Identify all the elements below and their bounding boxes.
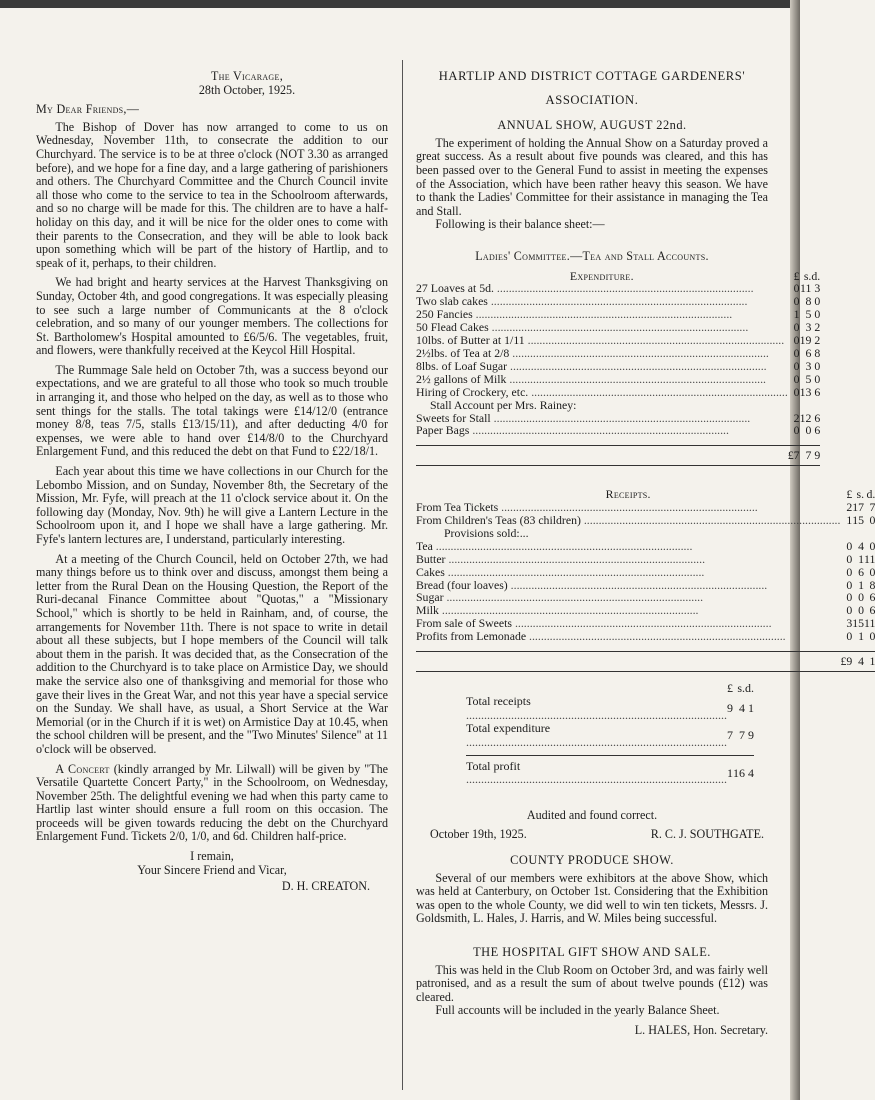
hospital-paragraph: This was held in the Club Room on October 3rd, and was fairly well patronised, and as a result the sum of about twelve pounds (£12) was cleared. (416, 962, 768, 1004)
stall-account-label: Stall Account per Mrs. Rainey: (430, 397, 577, 412)
row-shillings: 1 (858, 577, 865, 592)
row-label: Profits from Lemonade ..... (416, 629, 786, 643)
row-label: Cakes ..... (416, 565, 704, 579)
gardeners-association-column (416, 69, 875, 1038)
column-divider (402, 60, 403, 1090)
row-label: 10lbs. of Butter at 1/11 ..... (416, 333, 784, 347)
row-pounds: 0 (793, 294, 800, 309)
secretary-signature: L. HALES, Hon. Secretary. (634, 1022, 768, 1037)
table-row (416, 630, 875, 643)
summary-shillings: 4 (739, 701, 745, 716)
row-pounds: 3 (846, 616, 853, 631)
scan-top-edge (0, 0, 800, 8)
row-label: From Children's Teas (83 children) ..... (416, 513, 840, 527)
row-shillings: 3 (805, 320, 812, 335)
hospital-show-heading: THE HOSPITAL GIFT SHOW AND SALE. (473, 945, 711, 959)
row-shillings: 0 (858, 603, 865, 618)
row-pence: 0 (814, 371, 821, 386)
col-shillings: s. (737, 681, 745, 695)
row-label: 27 Loaves at 5d. ..... (416, 281, 754, 295)
accounts-title: Ladies' Committee.—Tea and Stall Accounts. (475, 248, 709, 263)
row-label: 2½lbs. of Tea at 2/8 ..... (416, 346, 769, 360)
profit-shillings: 16 (733, 756, 745, 787)
summary-pounds: 9 (727, 701, 733, 716)
row-label: Two slab cakes ..... (416, 294, 747, 308)
row-label: From sale of Sweets ..... (416, 616, 772, 630)
col-pence: d. (811, 268, 821, 283)
summary-pence: 9 (748, 727, 754, 742)
row-pounds: 1 (846, 513, 853, 528)
row-label: From Tea Tickets ..... (416, 500, 758, 514)
audited-note: Audited and found correct. (526, 807, 658, 822)
col-shillings: s. (803, 268, 812, 283)
row-pence: 11 (864, 551, 875, 566)
profit-pounds: 1 (727, 756, 733, 787)
row-shillings: 19 (799, 333, 812, 348)
row-pounds: 0 (793, 333, 800, 348)
row-pence: 0 (814, 307, 821, 322)
summary-pounds: 7 (727, 727, 733, 742)
row-pence: 0 (869, 513, 875, 528)
letter-paragraph: The Rummage Sale held on October 7th, was a success beyond our expectations, and we are grateful to all those who took so much trouble in arranging it, and those who helped on the day, as well as to those who sent things for the stalls. The total takings were £14/12/0 (entrance money 8/8, teas 7/5, stalls £13/15/11), and after deducting 4/0 for expenses, we were able to hand over £14/8/0 to the Churchyard Enlargement Fund, and this reduced the debt on that Fund to £22/18/1. (36, 362, 388, 459)
row-pence: 8 (869, 577, 875, 592)
summary-shillings: 7 (739, 727, 745, 742)
summary-row (466, 722, 754, 749)
profit-pence: 4 (745, 756, 754, 787)
row-pounds: 0 (846, 551, 853, 566)
letter-date: 28th October, 1925. (198, 82, 296, 97)
summary-pence: 1 (748, 701, 754, 716)
letter-paragraph: At a meeting of the Church Council, held on October 27th, we had many things before us to think over and discuss, amongst them being a letter from the Rural Dean on the Housing Question, the Report of the Ruri-decanal Finance Committee about "Quotas," a "Missionary School," which is shortly to be held in Rainham, and, of course, the arrangements for November 11th. There is not space to write in detail about all these subjects, but I hope members of the Council will talk about them in the parish. It was decided that, as the Consecration of the addition to the Churchyard is to take place on Armistice Day, we should make the service also one of thanksgiving and memorial for those who gave their lives in the Great War, and not this year have a special service on the Sunday. We shall have, as usual, a Short Service at the War Memorial (or in the Church if it is wet) on Armistice Day at 10.45, when the school children will be present, and the "Two Minutes' Silence" at 11 o'clock will be observed. (36, 551, 388, 756)
row-shillings: 1 (858, 629, 865, 644)
association-title-2: ASSOCIATION. (545, 92, 639, 107)
row-pence: 0 (814, 294, 821, 309)
audit-date: October 19th, 1925. (430, 827, 527, 842)
row-shillings: 4 (858, 538, 865, 553)
row-pounds: 0 (793, 345, 800, 360)
row-pounds: 0 (793, 281, 800, 296)
show-paragraph: The experiment of holding the Annual Show on a Saturday proved a great success. As a result about five pounds was cleared, and this has been passed over to the General Fund to assist in meeting the expenses of the Association, which have been rather heavy this season. We have to thank the Ladies' Committee for their assistance in managing the Tea and Stall. (416, 135, 768, 218)
row-shillings: 6 (858, 564, 865, 579)
row-label: Paper Bags ..... (416, 423, 729, 437)
row-shillings: 12 (799, 410, 812, 425)
concert-lead: A Concert (55, 761, 110, 776)
row-pence: 2 (814, 333, 821, 348)
row-pence: 11 (864, 616, 875, 631)
row-pence: 2 (814, 320, 821, 335)
summary-row (466, 695, 754, 722)
row-shillings: 8 (805, 294, 812, 309)
row-pounds: 0 (793, 371, 800, 386)
row-pence: 6 (869, 603, 875, 618)
row-pounds: 2 (793, 410, 800, 425)
row-shillings: 3 (805, 358, 812, 373)
concert-text: (kindly arranged by Mr. Lilwall) will be given by "The Versatile Quartette Concert Party," in the Schoolroom, on Wednesday, November 25th. The delightful evening we had when this party came to Hartlip last winter should ensure a full room on this occasion. The proceeds will be given towards reducing the debt on the Churchyard Enlargement Fund. Tickets 2/0, 1/0, and 6d. Children half-price. (36, 761, 388, 844)
row-pounds: 1 (793, 307, 800, 322)
row-shillings: 15 (852, 616, 865, 631)
row-pence: 8 (814, 345, 821, 360)
letter-paragraph: We had bright and hearty services at the Harvest Thanksgiving on Sunday, October 4th, and good congregations. It was especially pleasing to see such a large number of Communicants at the 8 o'clock celebration, and so many of our younger members. The collections for St. Bartholomew's Hospital amounted to £6/5/6. The vegetables, fruit, and flowers, were thankfully received at the Keycol Hill Hospital. (36, 275, 388, 358)
total-pence: 9 (811, 446, 820, 466)
profit-summary (466, 682, 754, 787)
row-pence: 0 (869, 538, 875, 553)
summary-label: Total receipts ..... (466, 694, 727, 721)
col-pounds: £ (793, 268, 800, 283)
row-label: Milk ..... (416, 603, 698, 617)
row-pence: 6 (869, 590, 875, 605)
auditor-name: R. C. J. SOUTHGATE. (650, 827, 764, 842)
receipts-heading: Receipts. (605, 487, 651, 502)
table-row (416, 386, 820, 399)
expenditure-total-row (416, 446, 820, 466)
table-row (416, 514, 875, 527)
hospital-paragraph: Full accounts will be included in the yearly Balance Sheet. (435, 1003, 720, 1018)
row-shillings: 6 (805, 345, 812, 360)
row-shillings: 17 (852, 500, 865, 515)
row-label: Sugar ..... (416, 590, 703, 604)
show-paragraph: Following is their balance sheet:— (435, 217, 605, 232)
closing-line: I remain, (190, 849, 234, 864)
letter-greeting: My Dear Friends,— (36, 102, 140, 117)
row-pounds: 0 (793, 358, 800, 373)
row-label: 50 Flead Cakes ..... (416, 320, 748, 334)
row-pounds: 0 (846, 577, 853, 592)
receipts-total-row (416, 652, 875, 672)
row-label: Sweets for Stall ..... (416, 411, 750, 425)
row-pounds: 0 (846, 629, 853, 644)
profit-label: Total profit ..... (466, 759, 727, 786)
row-pence: 0 (869, 564, 875, 579)
expenditure-table (416, 270, 820, 467)
row-pounds: 0 (793, 384, 800, 399)
row-label: Butter ..... (416, 552, 705, 566)
row-pounds: 2 (846, 500, 853, 515)
row-label: Hiring of Crockery, etc. ..... (416, 385, 788, 399)
letter-paragraph: The Bishop of Dover has now arranged to come to us on Wednesday, November 11th, to consecrate the addition to our Churchyard. The service is to be at three o'clock (NOT 3.30 as arranged before), and we hope for a fine day, and a large gathering of parishioners and others. The Churchyard Committee and the Church Council invite all those who come to the service to tea in the Schoolroom afterwards, and so no charge will be made for this. The children are to have a half-holiday on this day, and it will be nice for the older ones to come with their parents to the Consecration, and they will be able to look back upon something which will be part of the history of Hartlip, and to speak of it, perhaps, to their children. (36, 119, 388, 270)
vicar-letter-column (36, 70, 388, 894)
provisions-sold-label: Provisions sold:... (444, 525, 529, 540)
profit-row (466, 756, 754, 787)
col-pence: d. (866, 487, 875, 502)
row-pence: 0 (869, 629, 875, 644)
expenditure-heading: Expenditure. (569, 268, 634, 283)
produce-show-heading: COUNTY PRODUCE SHOW. (510, 853, 674, 868)
row-label: 8lbs. of Loaf Sugar ..... (416, 359, 767, 373)
association-title: HARTLIP AND DISTRICT COTTAGE GARDENERS' (438, 69, 746, 83)
row-shillings: 11 (800, 281, 812, 296)
row-pounds: 0 (793, 423, 800, 438)
total-pounds: £9 (840, 652, 852, 672)
row-label: Tea ..... (416, 539, 692, 553)
total-shillings: 4 (852, 652, 864, 672)
total-pounds: £7 (788, 446, 800, 466)
row-pounds: 0 (846, 603, 853, 618)
row-pence: 6 (814, 423, 821, 438)
vicar-signature: D. H. CREATON. (281, 879, 370, 894)
receipts-table (416, 488, 875, 672)
letter-paragraph: Each year about this time we have collections in our Church for the Lebombo Mission, and on Sunday, November 8th, the Secretary of the Mission, Mr. Fyfe, will preach at the 11 o'clock service about it. On the following day (Monday, Nov. 9th) he will give a Lantern Lecture in the Schoolroom upon it, and I hope we shall have a large gathering. Mr. Fyfe's lantern lectures are, I understand, particularly interesting. (36, 464, 388, 546)
total-shillings: 7 (800, 446, 812, 466)
row-pence: 6 (814, 384, 821, 399)
row-shillings: 0 (805, 423, 812, 438)
row-shillings: 0 (858, 590, 865, 605)
row-pence: 7 (869, 500, 875, 515)
row-shillings: 5 (805, 307, 812, 322)
row-label: 250 Fancies ..... (416, 307, 732, 321)
row-pounds: 0 (846, 564, 853, 579)
table-row (416, 424, 820, 437)
row-shillings: 5 (805, 371, 812, 386)
produce-paragraph: Several of our members were exhibitors at the above Show, which was held at Canterbury, on October 1st. Considering that the Exhibition was open to the whole County, we did well to win ten tickets, Messrs. J. Goldsmith, L. Hales, J. Harris, and W. Miles being successful. (416, 870, 768, 926)
row-shillings: 13 (799, 384, 812, 399)
row-pence: 6 (814, 410, 821, 425)
col-shillings: s. (856, 487, 865, 502)
concert-paragraph (36, 763, 388, 845)
row-shillings: 1 (858, 551, 865, 566)
row-pence: 0 (814, 358, 821, 373)
col-pence: d. (745, 681, 754, 695)
summary-label: Total expenditure ..... (466, 721, 727, 748)
row-pounds: 0 (846, 538, 853, 553)
row-label: Bread (four loaves) ..... (416, 578, 767, 592)
letter-address: The Vicarage, (210, 69, 284, 83)
row-shillings: 15 (852, 513, 865, 528)
col-pounds: £ (846, 487, 853, 502)
annual-show-heading: ANNUAL SHOW, AUGUST 22nd. (497, 118, 687, 133)
row-pounds: 0 (793, 320, 800, 335)
col-pounds: £ (727, 681, 733, 695)
row-pounds: 0 (846, 590, 853, 605)
row-pence: 3 (814, 281, 821, 296)
total-pence: 1 (864, 652, 875, 672)
audit-signature-line (416, 828, 768, 842)
closing-line: Your Sincere Friend and Vicar, (137, 862, 287, 877)
row-label: 2½ gallons of Milk ..... (416, 372, 766, 386)
